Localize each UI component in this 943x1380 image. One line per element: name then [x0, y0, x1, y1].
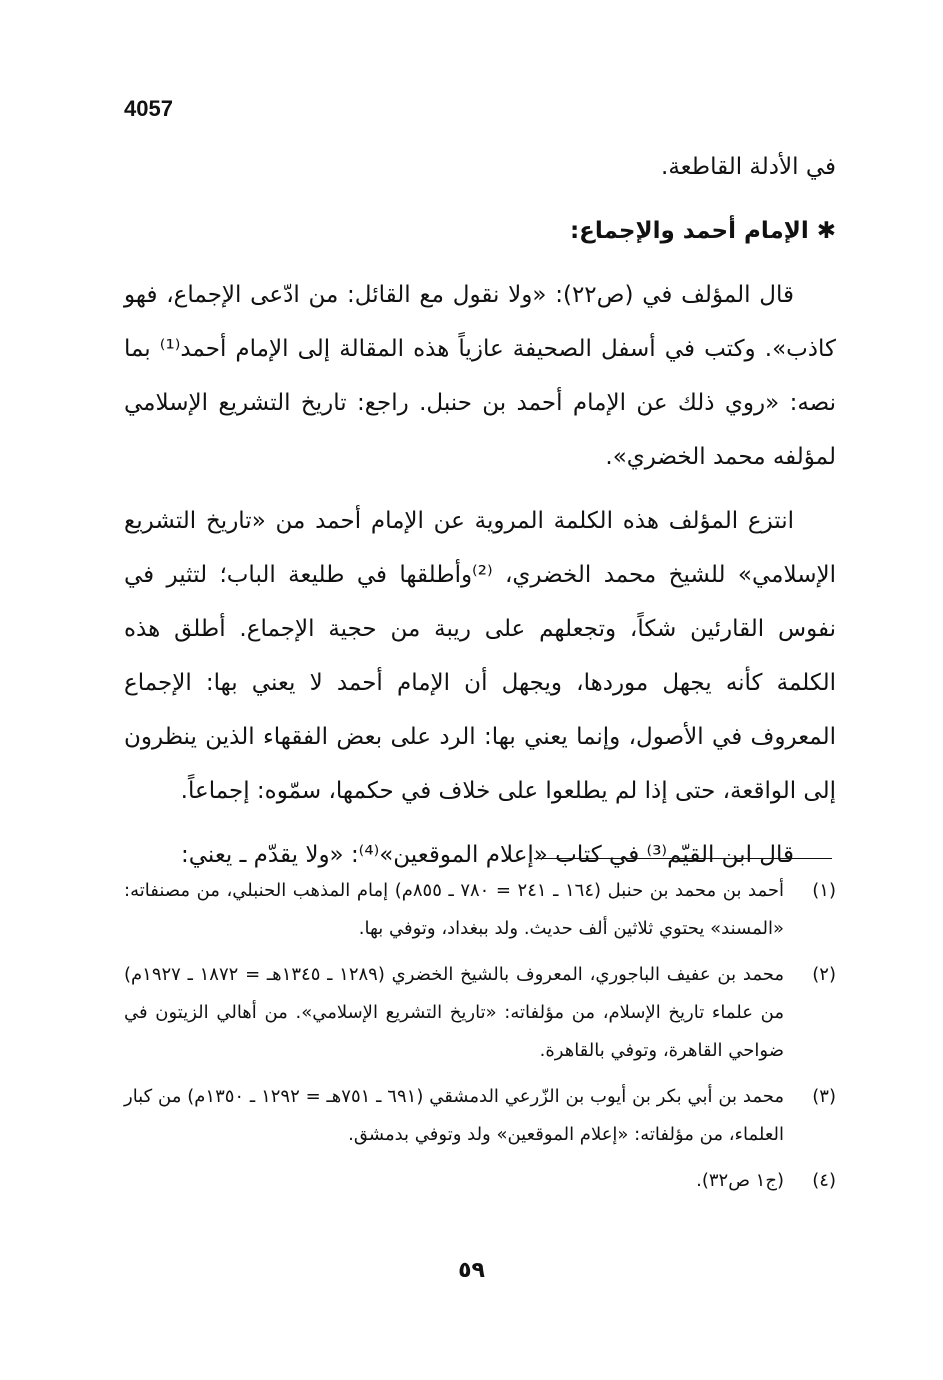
footnote-2 [124, 956, 836, 1070]
footnote-number: (١) [812, 880, 836, 901]
footnote-text: (ج١ ص٣٢). [696, 1170, 784, 1191]
footnotes [124, 872, 836, 1208]
footnote-number: (٤) [812, 1170, 836, 1191]
main-text [124, 140, 836, 892]
footnote-3 [124, 1078, 836, 1154]
document-id: 4057 [124, 96, 173, 121]
footnote-text: محمد بن أبي بكر بن أيوب بن الزّرعي الدمشقي (٦٩١ ـ ٧٥١هـ = ١٢٩٢ ـ ١٣٥٠م) من كبار العلماء، من مؤلفاته: «إعلام الموقعين» ولد وتوفي بدمشق. [124, 1086, 785, 1145]
paragraph-2: انتزع المؤلف هذه الكلمة المروية عن الإمام أحمد من «تاريخ التشريع الإسلامي» للشيخ محمد الخضري، ⁽²⁾وأطلقها في طليعة الباب؛ لتثير في نفوس القارئين شكاً، وتجعلهم على ريبة من حجية الإجماع. أطلق هذه الكلمة كأنه يجهل موردها، ويجهل أن الإمام أحمد لا يعني بها: الإجماع المعروف في الأصول، وإنما يعني بها: الرد على بعض الفقهاء الذين ينظرون إلى الواقعة، حتى إذا لم يطلعوا على خلاف في حكمها، سمّوه: إجماعاً. [124, 508, 836, 804]
footnote-number: (٣) [812, 1086, 836, 1107]
footnote-text: محمد بن عفيف الباجوري، المعروف بالشيخ الخضري (١٢٨٩ ـ ١٣٤٥هـ = ١٨٧٢ ـ ١٩٢٧م) من علماء تاريخ الإسلام، من مؤلفاته: «تاريخ التشريع الإسلامي». من أهالي الزيتون في ضواحي القاهرة، وتوفي بالقاهرة. [124, 964, 784, 1061]
paragraph-1: قال المؤلف في (ص٢٢): «ولا نقول مع القائل: من ادّعى الإجماع، فهو كاذب». وكتب في أسفل الصحيفة عازياً هذه المقالة إلى الإمام أحمد⁽¹⁾ بما نصه: «روي ذلك عن الإمام أحمد بن حنبل. راجع: تاريخ التشريع الإسلامي لمؤلفه محمد الخضري». [124, 282, 836, 470]
star-icon: ✱ [816, 218, 836, 244]
footnote-1 [124, 872, 836, 948]
footnote-text: أحمد بن محمد بن حنبل (١٦٤ ـ ٢٤١ = ٧٨٠ ـ ٨٥٥م) إمام المذهب الحنبلي، من مصنفاته: «المسند» يحتوي ثلاثين ألف حديث. ولد ببغداد، وتوفي بها. [124, 880, 785, 939]
footnote-4 [124, 1162, 836, 1200]
footnote-separator [534, 858, 832, 859]
intro-line: في الأدلة القاطعة. [661, 154, 836, 180]
page-number: ٥٩ [458, 1258, 485, 1283]
section-heading [124, 204, 836, 258]
footnote-number: (٢) [812, 964, 836, 985]
paragraph-3: قال ابن القيّم⁽³⁾ في كتاب «إعلام الموقعين»⁽⁴⁾: «ولا يقدّم ـ يعني: [180, 842, 794, 868]
section-heading-text: الإمام أحمد والإجماع: [569, 218, 809, 244]
